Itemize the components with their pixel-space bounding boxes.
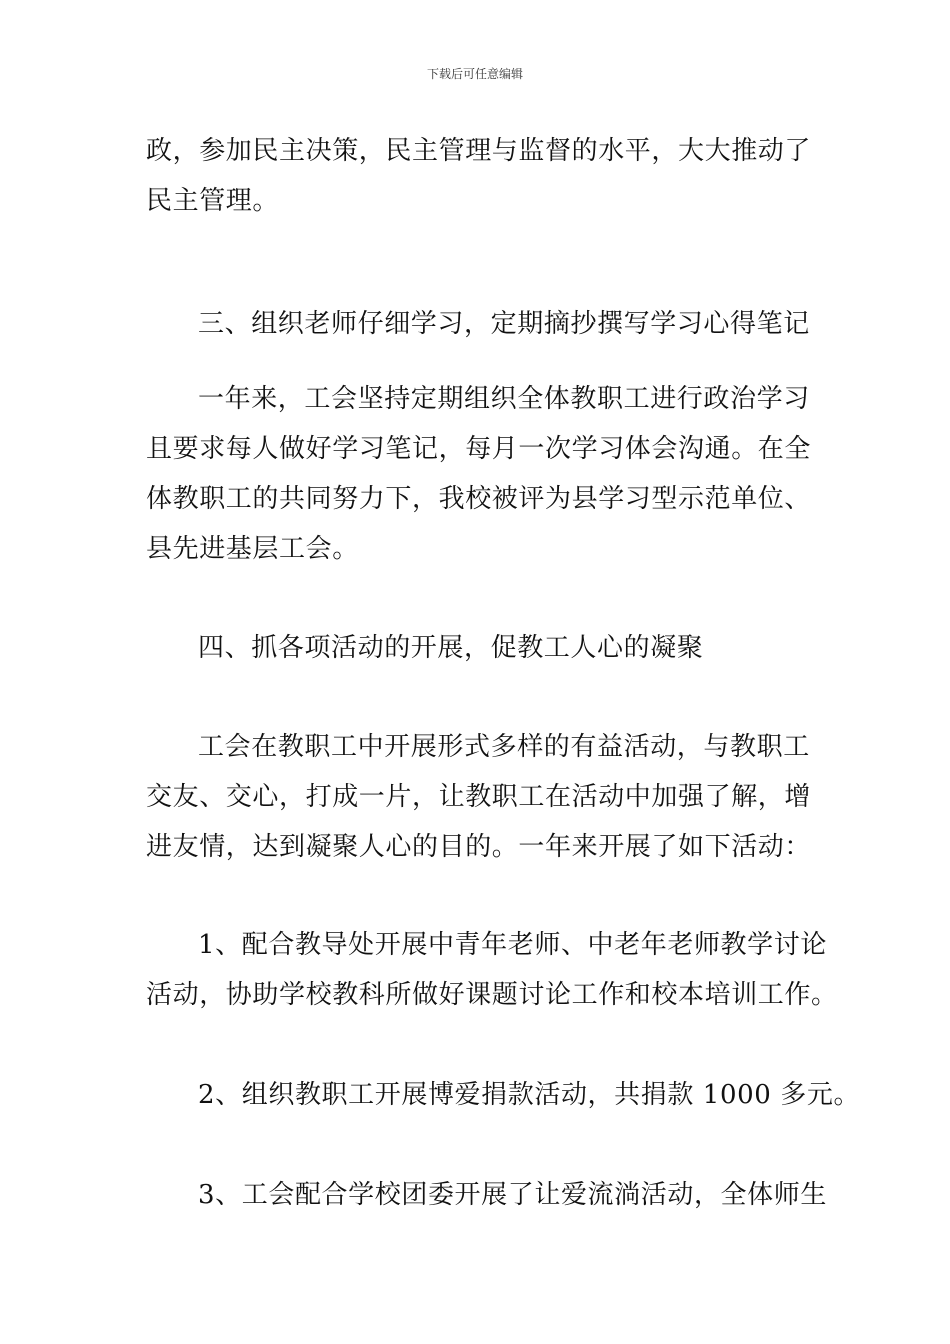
text-line: 交友、交心，打成一片，让教职工在活动中加强了解，增 [146, 782, 812, 812]
text-line: 1、配合教导处开展中青年老师、中老年老师教学讨论 [198, 930, 827, 960]
list-item-3 [146, 1170, 827, 1220]
heading-text: 三、组织老师仔细学习，定期摘抄撰写学习心得笔记 [198, 309, 810, 339]
text-line: 民主管理。 [146, 186, 280, 216]
heading-text: 四、抓各项活动的开展，促教工人心的凝聚 [198, 633, 704, 663]
text-line: 政，参加民主决策，民主管理与监督的水平，大大推动了 [146, 136, 812, 166]
paragraph-continuation [146, 126, 810, 226]
text-line: 县先进基层工会。 [146, 534, 359, 564]
paragraph-activities [146, 722, 810, 872]
text-line: 进友情，达到凝聚人心的目的。一年来开展了如下活动： [146, 832, 812, 862]
list-item-1 [146, 920, 838, 1020]
text-line: 3、工会配合学校团委开展了让爱流淌活动，全体师生 [198, 1180, 827, 1210]
list-item-2 [146, 1070, 861, 1120]
text-line: 体教职工的共同努力下，我校被评为县学习型示范单位、 [146, 484, 812, 514]
text-line: 2、组织教职工开展博爱捐款活动，共捐款 1000 多元。 [198, 1080, 861, 1110]
text-line: 且要求每人做好学习笔记，每月一次学习体会沟通。在全 [146, 434, 812, 464]
text-line: 活动，协助学校教科所做好课题讨论工作和校本培训工作。 [146, 980, 838, 1010]
section-heading-4 [146, 623, 810, 673]
text-line: 工会在教职工中开展形式多样的有益活动，与教职工 [198, 732, 810, 762]
section-heading-3 [146, 299, 810, 349]
page-header: 下载后可任意编辑 [426, 67, 523, 81]
paragraph-study [146, 374, 810, 574]
text-line: 一年来，工会坚持定期组织全体教职工进行政治学习 [198, 384, 810, 414]
